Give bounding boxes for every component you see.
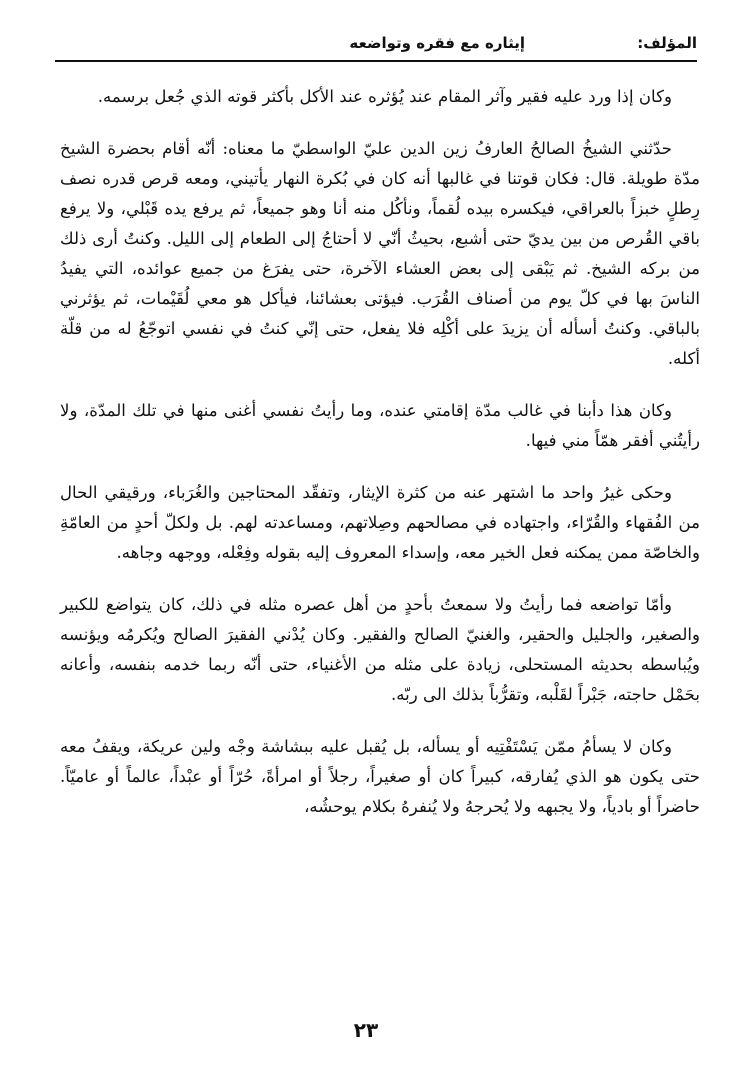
paragraph: وأمّا تواضعه فما رأيتُ ولا سمعتُ بأحدٍ من أهل عصره مثله في ذلك، كان يتواضع للكبير والصغير، والجليل والحقير، والغنيّ الصالح والفقير. وكان يُدْني الفقيرَ الصالح ويُكرمُه ويؤنسه ويُباسطه بحديثه المستحلى، زيادة على مثله من الأغنياء، حتى أنّه ربما خدمه بنفسه، وأعانه بحَمْل حاجته، جَبْراً لقَلْبه، وتقرُّباً بذلك الى ربّه. <box>60 595 700 704</box>
body-text <box>60 82 700 982</box>
paragraph: وكان لا يسأمُ ممّن يَسْتَفْتِيه أو يسأله، بل يُقبل عليه ببشاشة وجْه ولين عريكة، ويقفُ معه حتى يكون هو الذي يُفارقه، كبيراً كان أو صغيراً، رجلاً أو امرأةً، حُرّاً أو عبْداً، عالماً أو عاميّاً. حاضراً أو بادياً، ولا يجبهه ولا يُحرجهُ ولا يُنفرهُ بكلام يوحشُه، <box>60 737 700 816</box>
paragraph: وحكى غيرُ واحد ما اشتهر عنه من كثرة الإيثار، وتفقّد المحتاجين والغُرَباء، ورقيقي الحال من الفُقهاء والقُرّاء، واجتهاده في مصالحهم وصِلاتهم، ومساعدته لهم. بل ولكلّ أحدٍ من العامّةِ والخاصّة ممن يمكنه فعل الخير معه، وإسداء المعروف إليه بقوله وفِعْله، ووجهه وجاهه. <box>60 483 700 562</box>
header-rule <box>55 60 697 62</box>
paragraph: وكان إذا ورد عليه فقير وآثر المقام عند يُؤثره عند الأكل بأكثر قوته الذي جُعل برسمه. <box>97 87 672 106</box>
running-header <box>55 30 697 62</box>
paragraph: وكان هذا دأبنا في غالب مدّة إقامتي عنده، وما رأيتُ نفسي أغنى منها في تلك المدّة، ولا رأيتُني أفقر همّاً مني فيها. <box>60 401 700 450</box>
chapter-title: إيثاره مع فقره وتواضعه <box>349 34 525 52</box>
author-label: المؤلف: <box>637 34 697 52</box>
page-number: ٢٣ <box>353 1018 379 1042</box>
paragraph: حدّثني الشيخُ الصالحُ العارفُ زين الدين عليّ الواسطيّ ما معناه: أنّه أقام بحضرة الشيخ مدّة طويلة. قال: فكان قوتنا في غالبها أنه كان في بُكرة النهار يأتيني، ومعه قرص قدره نصف رِطلٍ خبزاً بالعراقي، فيكسره بيده لُقماً، ونأكُل منه أنا وهو جميعاً، ثم يرفع يده قَبْلي، ولا يرفع باقي القُرص من بين يديّ حتى أشبع، بحيثُ أنّي لا أحتاجُ إلى الطعام إلى الليل. وكنتُ أرى ذلك من بركه الشيخ. ثم يَبْقى إلى بعض العشاء الآخرة، حتى يفرَغ من جميع عوائده، التي يفيدُ الناسَ بها في كلّ يوم من أصناف القُرَب. فيؤتى بعشائنا، فيأكل هو معي لُقَيْمات، ثم يؤثرني بالباقي. وكنتُ أسأله أن يزيدَ على أكْلِه فلا يفعل، حتى إنّي كنتُ في نفسي اتوجّعُ له من قلّة أكله. <box>60 139 700 368</box>
